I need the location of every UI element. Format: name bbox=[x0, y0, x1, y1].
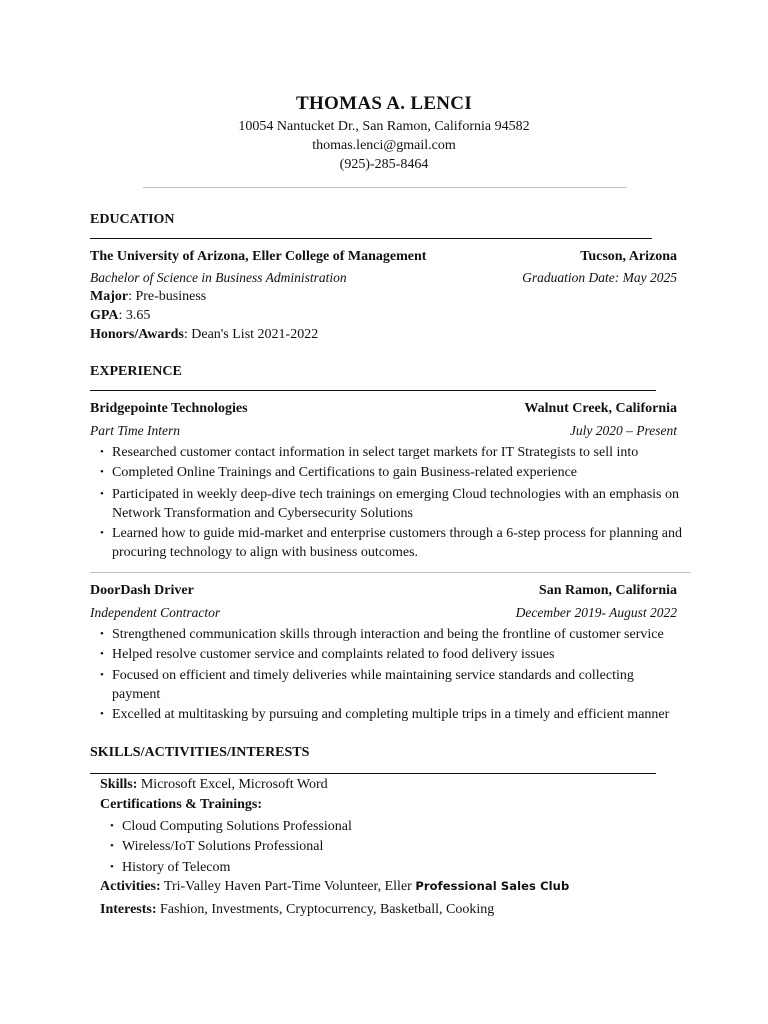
list-item: • Strengthened communication skills through interaction and being the frontline of customer service bbox=[100, 627, 664, 642]
list-item: • Wireless/IoT Solutions Professional bbox=[110, 839, 324, 854]
skills-rule bbox=[90, 773, 656, 774]
interests-line bbox=[100, 902, 494, 918]
list-item: • History of Telecom bbox=[110, 860, 231, 875]
activities-club: Professional Sales Club bbox=[415, 879, 570, 893]
major-value: : Pre-business bbox=[128, 289, 207, 304]
job-location: San Ramon, California bbox=[538, 583, 677, 598]
list-item: • Cloud Computing Solutions Professional bbox=[110, 819, 352, 834]
bullet-icon: • bbox=[110, 820, 114, 832]
activities-line bbox=[100, 879, 569, 895]
bullet-icon: • bbox=[100, 648, 104, 660]
job-role: Part Time Intern bbox=[90, 423, 180, 438]
phone: (925)-285-8464 bbox=[339, 157, 429, 172]
interests-value: Fashion, Investments, Cryptocurrency, Basketball, Cooking bbox=[156, 902, 495, 917]
bullet-icon: • bbox=[100, 488, 104, 500]
school-name: The University of Arizona, Eller College of Management bbox=[90, 249, 427, 264]
job-dates: December 2019- August 2022 bbox=[515, 605, 677, 620]
honors-line bbox=[90, 327, 318, 343]
job-company: Bridgepointe Technologies bbox=[90, 401, 248, 416]
gpa-line bbox=[90, 308, 150, 324]
job-dates: July 2020 – Present bbox=[569, 423, 677, 438]
job-company: DoorDash Driver bbox=[90, 583, 194, 598]
candidate-name: THOMAS A. LENCI bbox=[295, 93, 473, 114]
skills-label: Skills: bbox=[100, 777, 138, 792]
major-line bbox=[90, 289, 206, 305]
job-divider bbox=[90, 572, 690, 573]
address: 10054 Nantucket Dr., San Ramon, California 94582 bbox=[238, 119, 530, 134]
bullet-icon: • bbox=[100, 446, 104, 458]
graduation-date: Graduation Date: May 2025 bbox=[522, 270, 677, 285]
education-rule bbox=[90, 238, 652, 239]
certifications-label: Certifications & Trainings: bbox=[100, 797, 263, 812]
gpa-value: : 3.65 bbox=[118, 308, 151, 323]
interests-label: Interests: bbox=[100, 902, 157, 917]
list-item: • Completed Online Trainings and Certifications to gain Business-related experience bbox=[100, 465, 578, 480]
bullet-icon: • bbox=[100, 628, 104, 640]
header-divider bbox=[143, 187, 626, 188]
skills-line bbox=[100, 777, 328, 793]
skills-title: SKILLS/ACTIVITIES/INTERESTS bbox=[90, 745, 310, 760]
school-location: Tucson, Arizona bbox=[580, 249, 677, 264]
list-item: • Helped resolve customer service and complaints related to food delivery issues bbox=[100, 647, 555, 662]
skills-value: Microsoft Excel, Microsoft Word bbox=[137, 777, 328, 792]
bullet-icon: • bbox=[100, 466, 104, 478]
job-location: Walnut Creek, California bbox=[524, 401, 677, 416]
activities-label: Activities: bbox=[100, 879, 161, 894]
list-item: • Excelled at multitasking by pursuing and completing multiple trips in a timely and efficient manner bbox=[100, 707, 670, 722]
major-label: Major bbox=[90, 289, 129, 304]
honors-label: Honors/Awards bbox=[90, 327, 184, 342]
list-item: • Focused on efficient and timely deliveries while maintaining service standards and collecting payment bbox=[100, 668, 634, 702]
bullet-icon: • bbox=[110, 861, 114, 873]
degree: Bachelor of Science in Business Administration bbox=[90, 270, 347, 285]
bullet-icon: • bbox=[110, 840, 114, 852]
bullet-icon: • bbox=[100, 708, 104, 720]
job-role: Independent Contractor bbox=[90, 605, 221, 620]
bullet-icon: • bbox=[100, 669, 104, 681]
list-item: • Researched customer contact information in select target markets for IT Strategists to sell into bbox=[100, 445, 639, 460]
list-item: • Learned how to guide mid-market and enterprise customers through a 6-step process for planning and procuring technology to align with business outcomes. bbox=[100, 526, 682, 560]
activities-value: Tri-Valley Haven Part-Time Volunteer, Eller bbox=[160, 879, 416, 894]
education-title: EDUCATION bbox=[90, 212, 175, 227]
experience-title: EXPERIENCE bbox=[90, 364, 182, 379]
email: thomas.lenci@gmail.com bbox=[312, 138, 456, 153]
experience-rule bbox=[90, 390, 656, 391]
list-item: • Participated in weekly deep-dive tech trainings on emerging Cloud technologies with an emphasis on Network Transformation and Cybersecurity Solutions bbox=[100, 487, 679, 521]
gpa-label: GPA bbox=[90, 308, 119, 323]
honors-value: : Dean's List 2021-2022 bbox=[183, 327, 319, 342]
bullet-icon: • bbox=[100, 527, 104, 539]
